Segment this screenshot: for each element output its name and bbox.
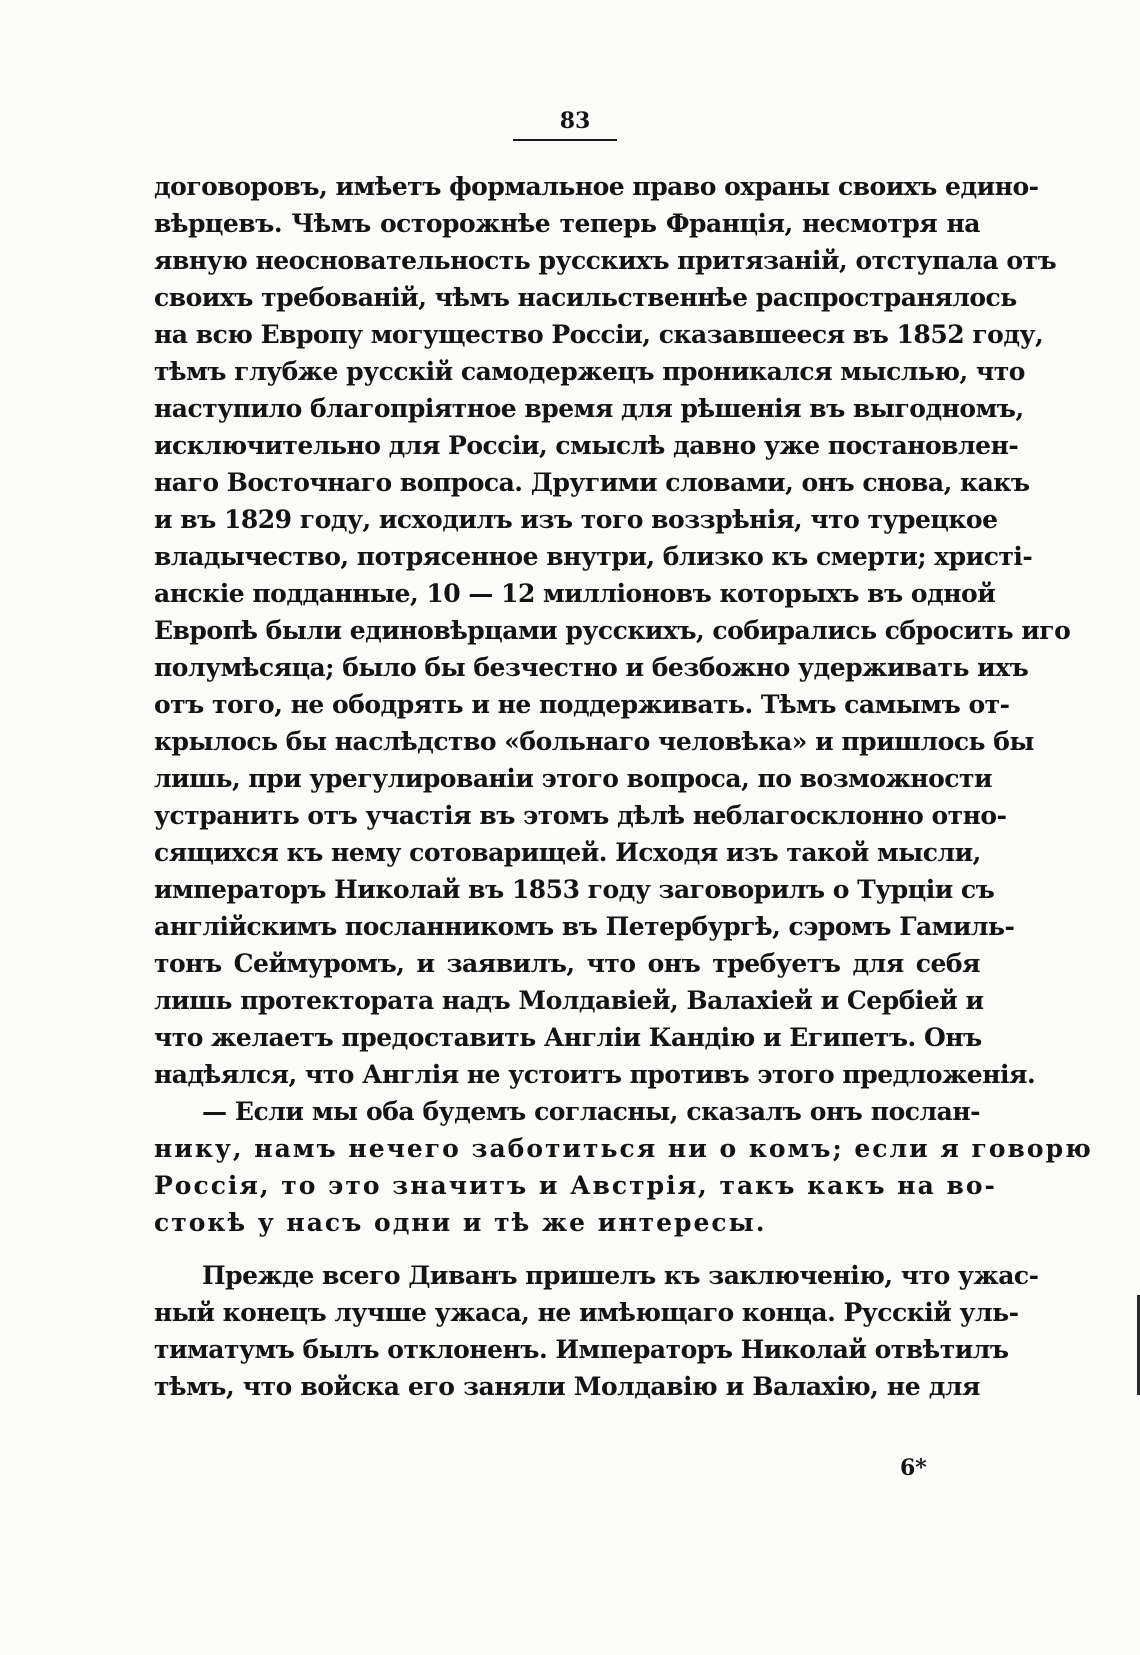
quote-line: стокѣ у насъ одни и тѣ же интересы. xyxy=(154,1208,767,1237)
text-line: устранить отъ участія въ этомъ дѣлѣ неблагосклонно отно- xyxy=(154,801,1007,830)
text-line: Прежде всего Диванъ пришелъ къ заключенію, что ужас- xyxy=(202,1261,1039,1290)
text-line: исключительно для Россіи, смыслѣ давно уже постановлен- xyxy=(154,431,1019,460)
quote-line: Россія, то это значитъ и Австрія, такъ какъ на во- xyxy=(154,1171,997,1200)
text-line: договоровъ, имѣетъ формальное право охраны своихъ едино- xyxy=(154,172,1039,201)
page-number-rule xyxy=(513,139,617,141)
text-line: лишь протектората надъ Молдавіей, Валахіей и Сербіей и xyxy=(154,986,984,1015)
text-line: тонъ Сеймуромъ, и заявилъ, что онъ требуетъ для себя xyxy=(154,949,980,978)
text-line: ный конецъ лучше ужаса, не имѣющаго конца. Русскій уль- xyxy=(154,1298,1019,1327)
text-line: наго Восточнаго вопроса. Другими словами, онъ снова, какъ xyxy=(154,468,1030,497)
text-line: надѣялся, что Англія не устоитъ противъ этого предложенія. xyxy=(154,1060,1036,1089)
text-line: владычество, потрясенное внутри, близко къ смерти; христі- xyxy=(154,542,1033,571)
page-number: 83 xyxy=(559,108,591,134)
text-line: императоръ Николай въ 1853 году заговорилъ о Турціи съ xyxy=(154,875,995,904)
body-text xyxy=(154,168,1093,1405)
text-line: явную неосновательность русскихъ притязаній, отступала отъ xyxy=(154,246,1057,275)
text-line: крылось бы наслѣдство «больнаго человѣка» и пришлось бы xyxy=(154,727,1034,756)
quote-line: — Если мы оба будемъ согласны, сказалъ онъ послан- xyxy=(202,1097,980,1126)
text-line: анскіе подданные, 10 — 12 милліоновъ которыхъ въ одной xyxy=(154,579,996,608)
text-line: тиматумъ былъ отклоненъ. Императоръ Николай отвѣтилъ xyxy=(154,1335,1009,1364)
quote-line: нику, намъ нечего заботиться ни о комъ; если я говорю xyxy=(154,1134,1093,1163)
text-line: и въ 1829 году, исходилъ изъ того воззрѣнія, что турецкое xyxy=(154,505,998,534)
text-line: полумѣсяца; было бы безчестно и безбожно удерживать ихъ xyxy=(154,653,1029,682)
text-line: на всю Европу могущество Россіи, сказавшееся въ 1852 году, xyxy=(154,320,1044,349)
text-line: тѣмъ, что войска его заняли Молдавію и Валахію, не для xyxy=(154,1372,980,1401)
text-line: своихъ требованій, чѣмъ насильственнѣе распространялось xyxy=(154,283,1017,312)
text-line: отъ того, не ободрять и не поддерживать. Тѣмъ самымъ от- xyxy=(154,690,1010,719)
text-line: тѣмъ глубже русскій самодержецъ проникался мыслью, что xyxy=(154,357,1025,386)
text-line: наступило благопріятное время для рѣшенія въ выгодномъ, xyxy=(154,394,1024,423)
text-line: вѣрцевъ. Чѣмъ осторожнѣе теперь Франція, несмотря на xyxy=(154,209,980,238)
signature-mark: 6* xyxy=(900,1455,927,1481)
text-line: что желаетъ предоставить Англіи Кандію и Египетъ. Онъ xyxy=(154,1023,982,1052)
text-line: Европѣ были единовѣрцами русскихъ, собирались сбросить иго xyxy=(154,616,1071,645)
text-line: лишь, при урегулированіи этого вопроса, по возможности xyxy=(154,764,993,793)
text-line: сящихся къ нему сотоварищей. Исходя изъ такой мысли, xyxy=(154,838,981,867)
text-line: англійскимъ посланникомъ въ Петербургѣ, сэромъ Гамиль- xyxy=(154,912,1015,941)
